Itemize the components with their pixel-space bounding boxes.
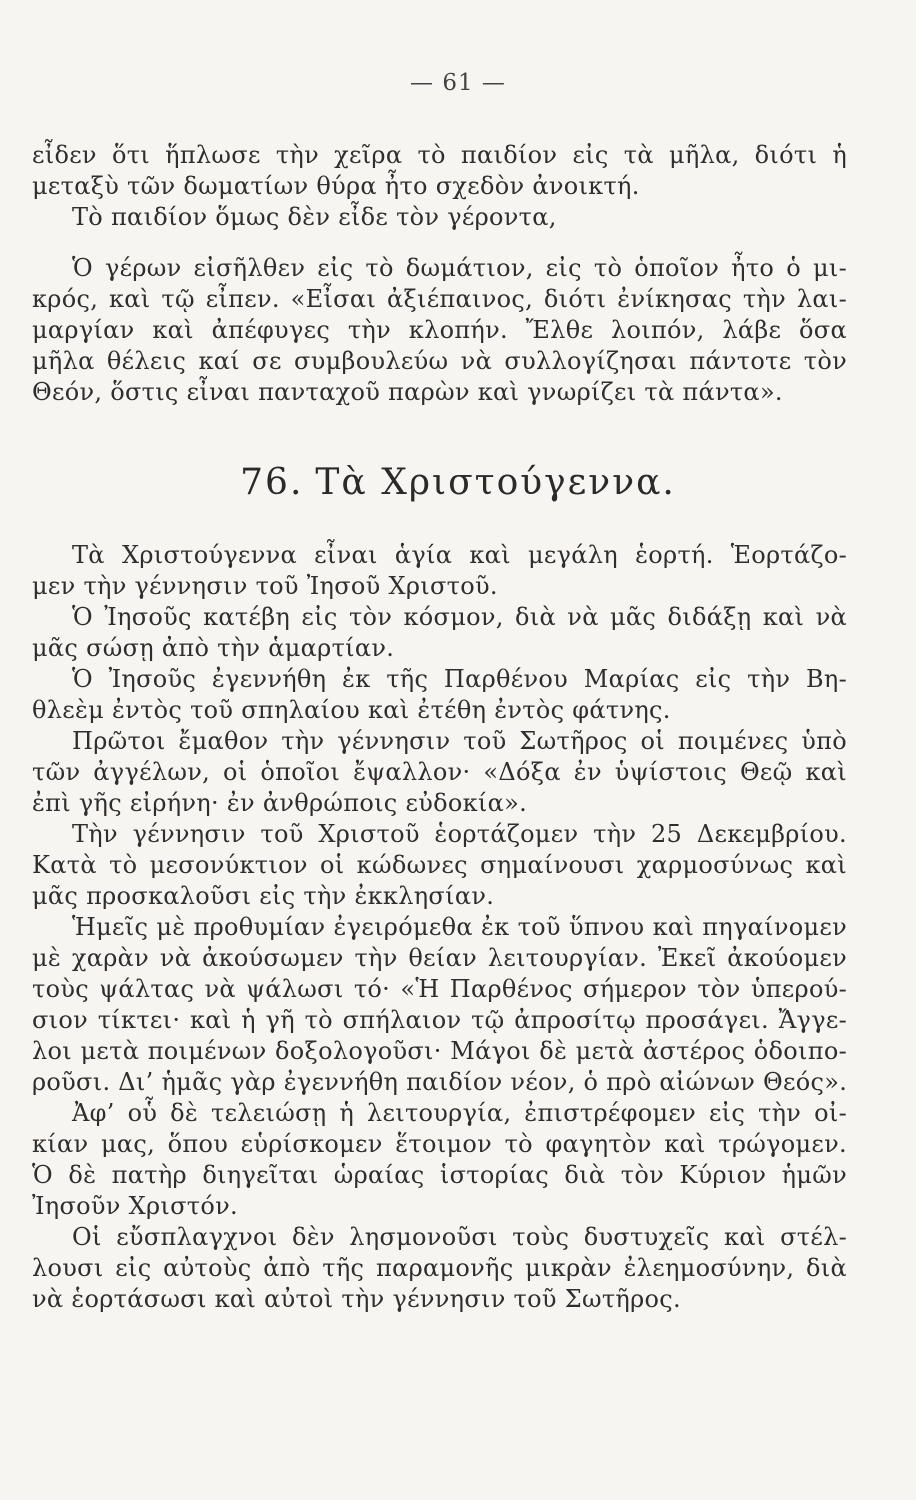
- text-line: μεν τὴν γέννησιν τοῦ Ἰησοῦ Χριστοῦ.: [32, 572, 498, 600]
- text-line: ἐπὶ γῆς εἰρήνη· ἐν ἀνθρώποις εὐδοκία».: [32, 789, 528, 817]
- page-number: — 61 —: [410, 70, 506, 96]
- text-line: νὰ ἑορτάσωσι καὶ αὐτοὶ τὴν γέννησιν τοῦ Σωτῆρος.: [32, 1285, 681, 1313]
- text-line: Τὴν γέννησιν τοῦ Χριστοῦ ἑορτάζομεν τὴν 25 Δεκεμβρίου.: [72, 820, 847, 848]
- text-line: Ὁ Ἰησοῦς κατέβη εἰς τὸν κόσμον, διὰ νὰ μᾶς διδάξῃ καὶ νὰ: [72, 603, 847, 631]
- text-line: Ἀφ’ οὗ δὲ τελειώσῃ ἡ λειτουργία, ἐπιστρέφομεν εἰς τὴν οἰ-: [72, 1099, 847, 1127]
- text-line: μαργίαν καὶ ἀπέφυγες τὴν κλοπήν. Ἔλθε λοιπόν, λάβε ὅσα: [32, 316, 847, 344]
- text-line: μᾶς σώσῃ ἀπὸ τὴν ἁμαρτίαν.: [32, 634, 395, 662]
- text-line: Ὁ γέρων εἰσῆλθεν εἰς τὸ δωμάτιον, εἰς τὸ ὁποῖον ἦτο ὁ μι-: [72, 254, 847, 282]
- text-line: Κατὰ τὸ μεσονύκτιον οἱ κώδωνες σημαίνουσι χαρμοσύνως καὶ: [32, 851, 847, 879]
- chapter-title: Τὰ Χριστούγεννα.: [315, 462, 676, 503]
- text-line: Ὁ Ἰησοῦς ἐγεννήθη ἐκ τῆς Παρθένου Μαρίας εἰς τὴν Βη-: [72, 665, 847, 693]
- text-line: Ὁ δὲ πατὴρ διηγεῖται ὡραίας ἱστορίας διὰ τὸν Κύριον ἡμῶν: [32, 1161, 847, 1189]
- text-line: λουσι εἰς αὐτοὺς ἀπὸ τῆς παραμονῆς μικρὰν ἐλεημοσύνην, διὰ: [32, 1254, 847, 1282]
- chapter-number: 76.: [240, 462, 304, 503]
- text-line: Ἡμεῖς μὲ προθυμίαν ἐγειρόμεθα ἐκ τοῦ ὕπνου καὶ πηγαίνομεν: [72, 913, 847, 941]
- text-line: Οἱ εὔσπλαγχνοι δὲν λησμονοῦσι τοὺς δυστυχεῖς καὶ στέλ-: [72, 1223, 847, 1251]
- text-line: μῆλα θέλεις καί σε συμβουλεύω νὰ συλλογίζησαι πάντοτε τὸν: [32, 347, 847, 375]
- text-line: εἶδεν ὅτι ἥπλωσε τὴν χεῖρα τὸ παιδίον εἰς τὰ μῆλα, διότι ἡ: [32, 141, 847, 169]
- text-line: Ἰησοῦν Χριστόν.: [32, 1192, 238, 1220]
- text-line: σιον τίκτει· καὶ ἡ γῆ τὸ σπήλαιον τῷ ἀπροσίτῳ προσάγει. Ἄγγε-: [32, 1006, 847, 1034]
- text-line: μᾶς προσκαλοῦσι εἰς τὴν ἐκκλησίαν.: [32, 882, 495, 910]
- text-line: μὲ χαρὰν νὰ ἀκούσωμεν τὴν θείαν λειτουργίαν. Ἐκεῖ ἀκούομεν: [32, 944, 847, 972]
- text-line: μεταξὺ τῶν δωματίων θύρα ἦτο σχεδὸν ἀνοικτή.: [32, 172, 640, 200]
- text-line: τῶν ἀγγέλων, οἱ ὁποῖοι ἔψαλλον· «Δόξα ἐν ὑψίστοις Θεῷ καὶ: [32, 758, 847, 786]
- text-line: Θεόν, ὅστις εἶναι πανταχοῦ παρὼν καὶ γνωρίζει τὰ πάντα».: [32, 378, 783, 406]
- text-line: Πρῶτοι ἔμαθον τὴν γέννησιν τοῦ Σωτῆρος οἱ ποιμένες ὑπὸ: [72, 727, 847, 755]
- text-line: κίαν μας, ὅπου εὑρίσκομεν ἕτοιμον τὸ φαγητὸν καὶ τρώγομεν.: [32, 1130, 847, 1158]
- text-line: ροῦσι. Δι’ ἡμᾶς γὰρ ἐγεννήθη παιδίον νέον, ὁ πρὸ αἰώνων Θεός».: [32, 1068, 848, 1096]
- text-line: θλεὲμ ἐντὸς τοῦ σπηλαίου καὶ ἐτέθη ἐντὸς φάτνης.: [32, 696, 671, 724]
- text-line: Τὰ Χριστούγεννα εἶναι ἁγία καὶ μεγάλη ἑορτή. Ἑορτάζο-: [72, 541, 847, 569]
- text-line: λοι μετὰ ποιμένων δοξολογοῦσι· Μάγοι δὲ μετὰ ἀστέρος ὁδοιπο-: [32, 1037, 847, 1065]
- text-line: κρός, καὶ τῷ εἶπεν. «Εἶσαι ἀξιέπαινος, διότι ἐνίκησας τὴν λαι-: [32, 285, 847, 313]
- text-line: Τὸ παιδίον ὅμως δὲν εἶδε τὸν γέροντα,: [72, 203, 557, 231]
- chapter-heading: [0, 462, 916, 503]
- text-line: τοὺς ψάλτας νὰ ψάλωσι τό· «Ἡ Παρθένος σήμερον τὸν ὑπερού-: [32, 975, 847, 1003]
